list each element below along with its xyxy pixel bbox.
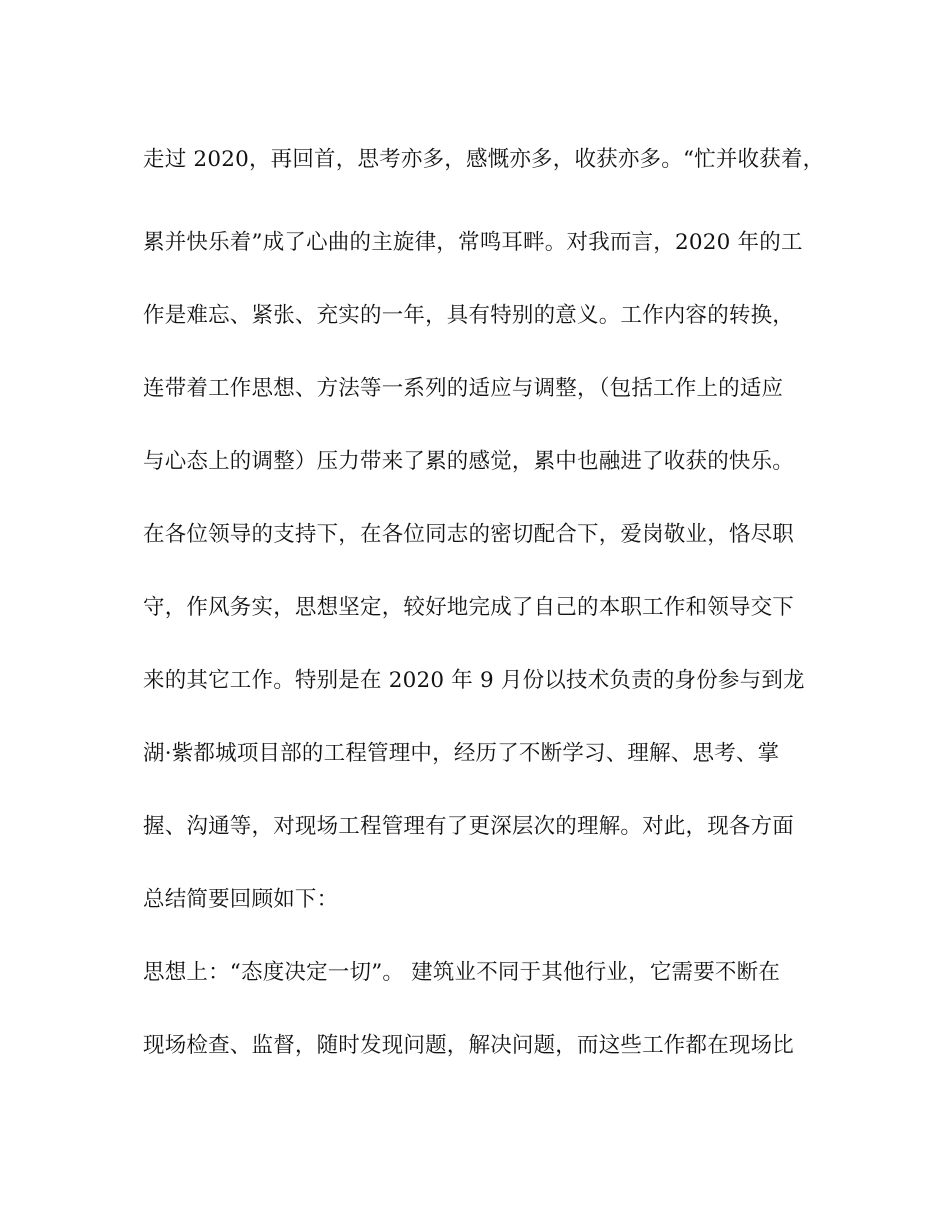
paragraph-line: 来的其它工作。特别是在 2020 年 9 月份以技术负责的身份参与到龙 [143,668,805,693]
paragraph-line: 连带着工作思想、方法等一系列的适应与调整，（包括工作上的适应 [143,376,784,401]
paragraph-line: 握、沟通等，对现场工程管理有了更深层次的理解。对此，现各方面 [143,814,795,839]
paragraph-line: 总结简要回顾如下： [143,887,339,912]
paragraph-line: 在各位领导的支持下，在各位同志的密切配合下，爱岗敬业，恪尽职 [143,522,795,547]
paragraph-line: 作是难忘、紧张、充实的一年，具有特别的意义。工作内容的转换， [143,303,795,328]
paragraph-line: 思想上：“态度决定一切”。 建筑业不同于其他行业，它需要不断在 [143,960,781,985]
paragraph-line: 累并快乐着”成了心曲的主旋律，常鸣耳畔。对我而言，2020 年的工 [143,230,803,255]
paragraph-line: 走过 2020，再回首，思考亦多，感慨亦多，收获亦多。“忙并收获着， [143,147,825,172]
paragraph-line: 现场检查、监督，随时发现问题，解决问题，而这些工作都在现场比 [143,1033,795,1058]
paragraph-line: 湖·紫都城项目部的工程管理中，经历了不断学习、理解、思考、掌 [143,741,780,766]
paragraph-line: 守，作风务实，思想坚定，较好地完成了自己的本职工作和领导交下 [143,595,795,620]
paragraph-line: 与心态上的调整）压力带来了累的感觉，累中也融进了收获的快乐。 [143,449,795,474]
